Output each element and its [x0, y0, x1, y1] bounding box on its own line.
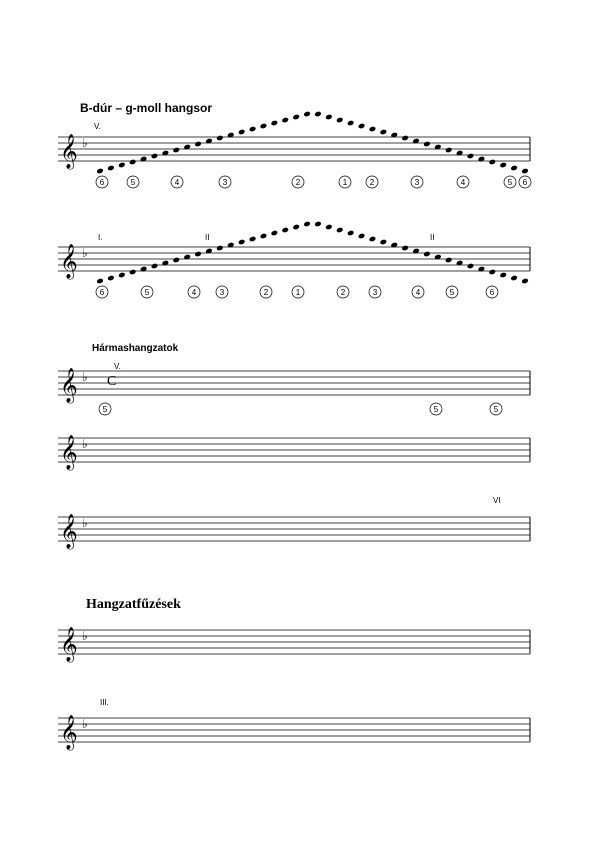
- note-head: [380, 239, 388, 246]
- note-head: [107, 165, 115, 172]
- treble-clef: 𝄞: [60, 244, 78, 279]
- note-head: [423, 141, 431, 148]
- note-head: [445, 147, 453, 154]
- chords-heading: Hangzatfűzések: [86, 597, 181, 612]
- position-mark: III.: [100, 698, 109, 707]
- note-head: [423, 251, 431, 258]
- note-head: [401, 135, 409, 142]
- position-mark: I.: [98, 233, 103, 242]
- flat-sign: ♭: [82, 516, 88, 530]
- position-labels: [94, 122, 501, 707]
- string-number: 3: [219, 288, 225, 297]
- treble-clef: 𝄞: [60, 435, 78, 470]
- note-head: [499, 272, 507, 279]
- note-head: [380, 129, 388, 136]
- flat-sign: ♭: [82, 246, 88, 260]
- string-number: 2: [263, 288, 269, 297]
- flat-sign: ♭: [82, 437, 88, 451]
- string-number: 3: [414, 178, 420, 187]
- note-head: [194, 251, 202, 258]
- note-head: [216, 135, 224, 142]
- note-head: [369, 126, 377, 133]
- string-number: 6: [99, 288, 105, 297]
- note-head: [489, 159, 497, 166]
- string-number: 5: [130, 178, 136, 187]
- note-head: [314, 111, 322, 118]
- string-number: 5: [144, 288, 150, 297]
- treble-clef: 𝄞: [60, 514, 78, 549]
- note-head: [96, 278, 104, 285]
- note-head: [489, 269, 497, 276]
- string-number: 2: [369, 178, 375, 187]
- note-head: [118, 272, 126, 279]
- string-number: 4: [191, 288, 197, 297]
- note-head: [151, 263, 159, 270]
- position-mark: VI: [493, 496, 501, 505]
- note-head: [325, 114, 333, 121]
- string-number: 4: [174, 178, 180, 187]
- time-signature: C: [107, 374, 117, 389]
- note-head: [401, 245, 409, 252]
- flat-sign: ♭: [82, 717, 88, 731]
- note-head: [238, 129, 246, 136]
- string-number: 5: [493, 405, 499, 414]
- note-head: [151, 153, 159, 160]
- flat-sign: ♭: [82, 370, 88, 384]
- note-head: [107, 275, 115, 282]
- treble-clef: 𝄞: [60, 715, 78, 750]
- note-head: [194, 141, 202, 148]
- string-number: 5: [102, 405, 108, 414]
- string-number: 6: [522, 178, 528, 187]
- string-numbers: [96, 176, 531, 415]
- position-mark: V.: [94, 122, 101, 131]
- note-head: [336, 117, 344, 124]
- string-number: 6: [489, 288, 495, 297]
- note-head: [292, 114, 300, 121]
- note-head: [314, 221, 322, 228]
- string-number: 4: [460, 178, 466, 187]
- note-head: [249, 126, 257, 133]
- note-head: [467, 153, 475, 160]
- note-head: [260, 233, 268, 240]
- position-mark: II: [205, 233, 210, 242]
- position-mark: II: [430, 233, 435, 242]
- string-number: 5: [433, 405, 439, 414]
- note-head: [521, 278, 529, 285]
- position-mark: V.: [114, 362, 121, 371]
- note-head: [347, 120, 355, 127]
- note-head: [281, 117, 289, 124]
- note-head: [249, 236, 257, 243]
- string-number: 2: [295, 178, 301, 187]
- treble-clef: 𝄞: [60, 368, 78, 403]
- treble-clef: 𝄞: [60, 627, 78, 662]
- note-head: [303, 111, 311, 118]
- note-head: [216, 245, 224, 252]
- string-number: 6: [99, 178, 105, 187]
- note-head: [281, 227, 289, 234]
- note-head: [271, 120, 279, 127]
- string-number: 5: [507, 178, 513, 187]
- treble-clef: 𝄞: [60, 134, 78, 169]
- note-head: [347, 230, 355, 237]
- note-head: [325, 224, 333, 231]
- note-head: [172, 257, 180, 264]
- string-number: 4: [415, 288, 421, 297]
- note-head: [129, 159, 137, 166]
- note-head: [499, 162, 507, 169]
- string-number: 1: [342, 178, 348, 187]
- string-number: 3: [372, 288, 378, 297]
- string-number: 2: [340, 288, 346, 297]
- note-head: [303, 221, 311, 228]
- note-head: [96, 168, 104, 175]
- note-head: [129, 269, 137, 276]
- flat-sign: ♭: [82, 136, 88, 150]
- string-number: 5: [449, 288, 455, 297]
- thirds-heading: Hármashangzatok: [92, 343, 179, 354]
- string-number: 1: [295, 288, 301, 297]
- note-head: [172, 147, 180, 154]
- note-head: [336, 227, 344, 234]
- note-head: [260, 123, 268, 130]
- note-head: [238, 239, 246, 246]
- note-head: [271, 230, 279, 237]
- note-head: [510, 165, 518, 172]
- note-head: [521, 168, 529, 175]
- note-head: [358, 123, 366, 130]
- note-head: [118, 162, 126, 169]
- string-number: 3: [222, 178, 228, 187]
- note-head: [445, 257, 453, 264]
- note-head: [369, 236, 377, 243]
- note-head: [467, 263, 475, 270]
- note-head: [292, 224, 300, 231]
- note-head: [358, 233, 366, 240]
- note-head: [510, 275, 518, 282]
- scale-heading: B-dúr – g-moll hangsor: [80, 101, 212, 115]
- flat-sign: ♭: [82, 629, 88, 643]
